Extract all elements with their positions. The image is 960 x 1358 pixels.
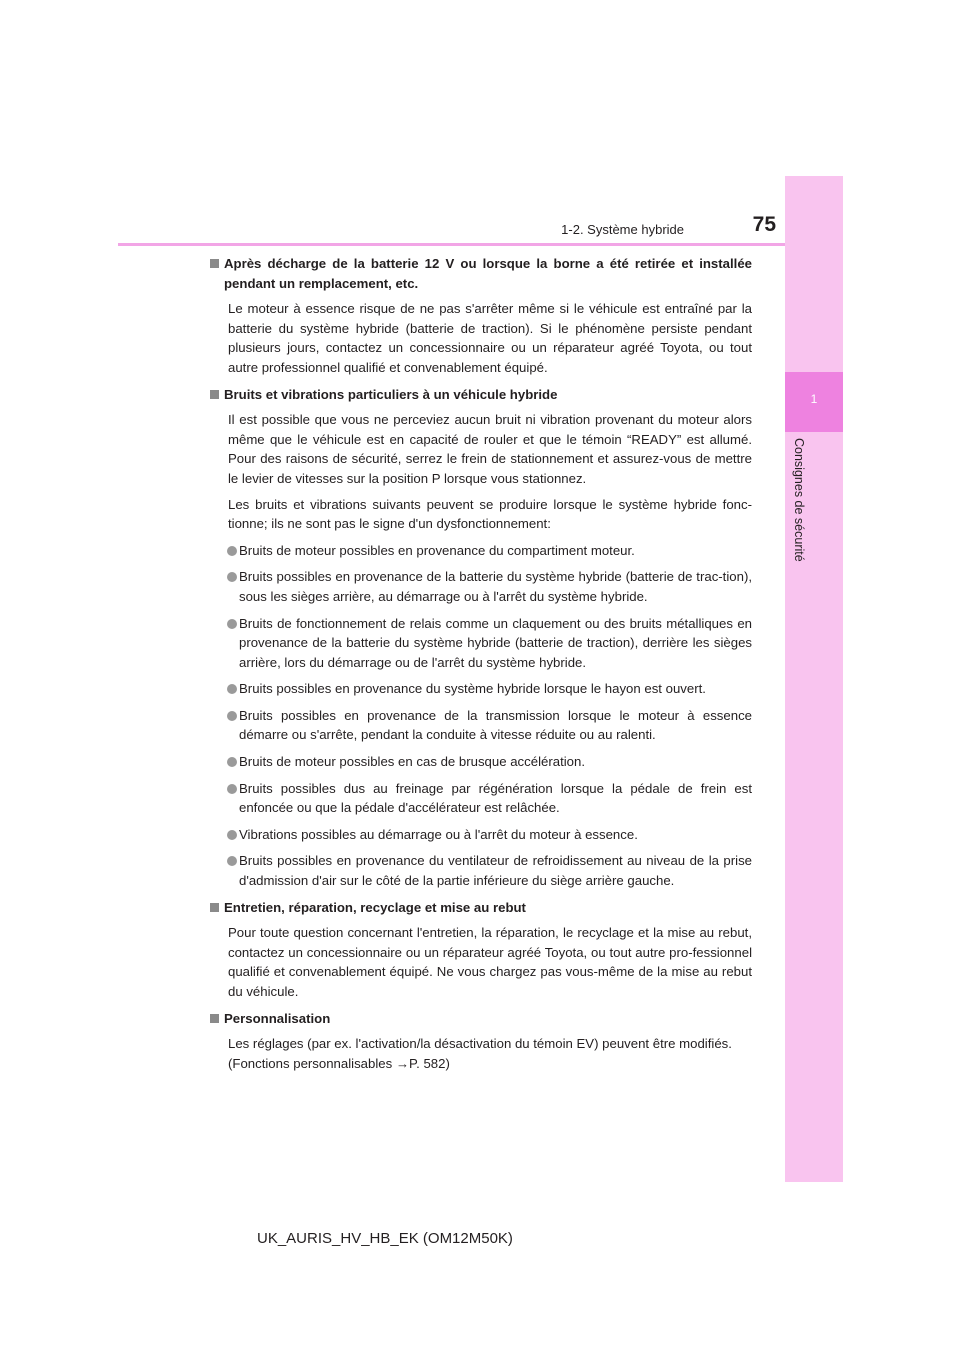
round-bullet-icon — [227, 784, 237, 794]
section-customization — [210, 1009, 752, 1074]
round-bullet-icon — [227, 757, 237, 767]
square-bullet-icon — [210, 390, 219, 399]
section-heading: Après décharge de la batterie 12 V ou lorsque la borne a été retirée et installée pendant un remplacement, etc. — [210, 254, 752, 293]
section-battery-discharge — [210, 254, 752, 378]
model-code-footer: UK_AURIS_HV_HB_EK (OM12M50K) — [257, 1230, 513, 1247]
page-content — [210, 254, 752, 1080]
page-number: 75 — [752, 213, 776, 236]
chapter-side-tab — [785, 176, 843, 1182]
square-bullet-icon — [210, 1014, 219, 1023]
paragraph: Pour toute question concernant l'entretien, la réparation, le recyclage et la mise au rebut, contactez un concessionnaire ou un réparateur agréé Toyota, ou tout autre pro-fessionnel qualifié et convenablement équipé. Ne vous chargez pas vous-même de la mise au rebut du véhicule. — [228, 925, 752, 999]
chapter-number: 1 — [810, 392, 818, 406]
round-bullet-icon — [227, 830, 237, 840]
paragraph: Il est possible que vous ne perceviez aucun bruit ni vibration provenant du moteur alors même que le véhicule est en capacité de rouler et que le témoin “READY” est allumé. Pour des raisons de sécurité, serrez le frein de stationnement et assurez-vous de mettre le levier de vitesses sur la position P lorsque vous stationnez. — [228, 412, 752, 486]
square-bullet-icon — [210, 259, 219, 268]
square-bullet-icon — [210, 903, 219, 912]
round-bullet-icon — [227, 619, 237, 629]
round-bullet-icon — [227, 856, 237, 866]
round-bullet-icon — [227, 711, 237, 721]
section-noise-vibration — [210, 385, 752, 891]
round-bullet-icon — [227, 546, 237, 556]
list-item: Bruits de moteur possibles en cas de brusque accélération. — [210, 752, 752, 772]
section-title: 1-2. Système hybride — [561, 222, 684, 237]
list-item: Bruits de moteur possibles en provenance du compartiment moteur. — [210, 541, 752, 561]
list-item: Bruits possibles dus au freinage par régénération lorsque la pédale de frein est enfoncée ou que la pédale d'accélérateur est relâchée. — [210, 779, 752, 818]
section-heading: Bruits et vibrations particuliers à un véhicule hybride — [210, 385, 752, 405]
list-item: Bruits possibles en provenance du ventilateur de refroidissement au niveau de la prise d'admission d'air sur le côté de la partie inférieure du siège arrière gauche. — [210, 851, 752, 890]
section-heading: Entretien, réparation, recyclage et mise au rebut — [210, 898, 752, 918]
list-item: Bruits possibles en provenance de la transmission lorsque le moteur à essence démarre ou s'arrête, pendant la conduite à vitesse réduite ou au ralenti. — [210, 706, 752, 745]
list-item: Bruits de fonctionnement de relais comme un claquement ou des bruits métalliques en provenance de la batterie du système hybride (batterie de traction), derrière les sièges arrière, lors du démarrage ou de l'arrêt du système hybride. — [210, 614, 752, 673]
paragraph: Les bruits et vibrations suivants peuvent se produire lorsque le système hybride fonc-tionne; ils ne sont pas le signe d'un dysfonctionnement: — [228, 496, 752, 532]
round-bullet-icon — [227, 684, 237, 694]
chapter-label: Consignes de sécurité — [792, 438, 806, 562]
paragraph: Le moteur à essence risque de ne pas s'arrêter même si le véhicule est entraîné par la batterie du système hybride (batterie de traction). Si le phénomène persiste pendant plusieurs jours, contactez un concessionnaire ou un réparateur agréé Toyota, ou tout autre professionnel qualifié et convenablement équipé. — [228, 301, 752, 375]
paragraph: Les réglages (par ex. l'activation/la désactivation du témoin EV) peuvent être modifiés. — [228, 1036, 732, 1052]
round-bullet-icon — [227, 572, 237, 582]
list-item: Vibrations possibles au démarrage ou à l'arrêt du moteur à essence. — [210, 825, 752, 845]
section-maintenance — [210, 898, 752, 1002]
header-rule — [118, 243, 785, 246]
paragraph-page-reference: (Fonctions personnalisables →P. 582) — [228, 1055, 450, 1071]
list-item: Bruits possibles en provenance de la batterie du système hybride (batterie de trac-tion), sous les sièges arrière, au démarrage ou à l'arrêt du système hybride. — [210, 567, 752, 606]
section-heading: Personnalisation — [210, 1009, 752, 1029]
list-item: Bruits possibles en provenance du système hybride lorsque le hayon est ouvert. — [210, 679, 752, 699]
